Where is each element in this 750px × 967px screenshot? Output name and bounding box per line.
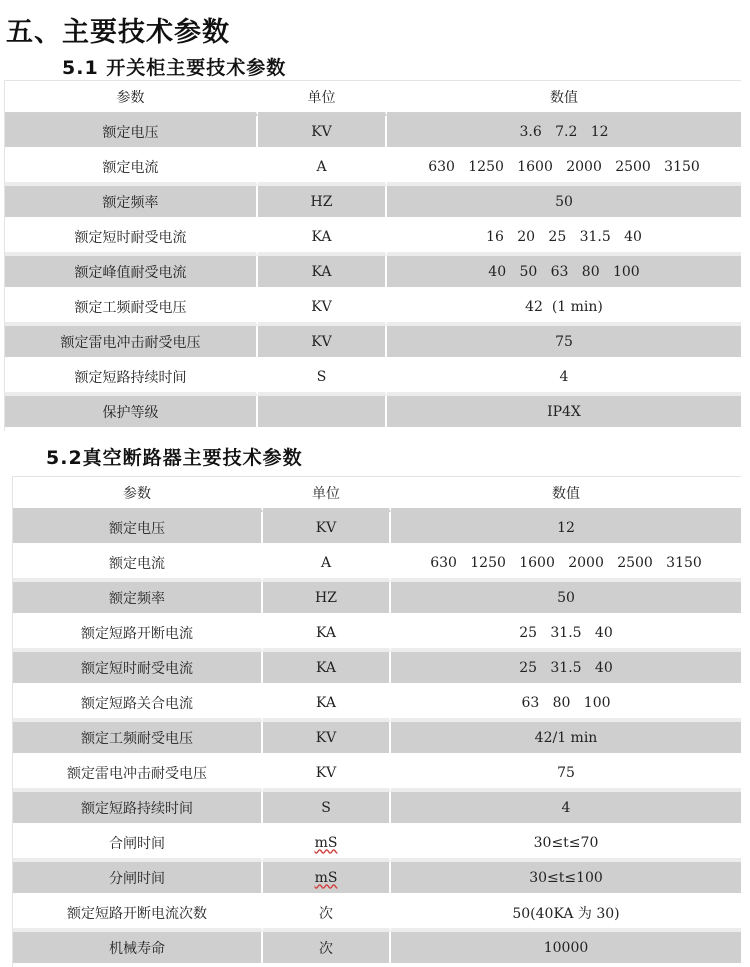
- param-name: 额定短时耐受电流: [13, 652, 263, 687]
- param-value: 16 20 25 31.5 40: [387, 221, 741, 256]
- param-value: 42/1 min: [391, 722, 741, 757]
- table-row: [5, 151, 741, 186]
- param-value: 25 31.5 40: [391, 617, 741, 652]
- param-unit: KV: [263, 722, 391, 757]
- param-name: 额定工频耐受电压: [13, 722, 263, 757]
- table-row: [5, 361, 741, 396]
- param-unit: [263, 827, 391, 862]
- param-name: 额定工频耐受电压: [5, 291, 258, 326]
- table-row: [13, 827, 741, 862]
- param-value: 25 31.5 40: [391, 652, 741, 687]
- section-title-vacuum-breaker: 5.2真空断路器主要技术参数: [46, 447, 303, 469]
- table-row: [13, 582, 741, 617]
- param-name: 机械寿命: [13, 932, 263, 967]
- table-row: [13, 757, 741, 792]
- param-unit: S: [263, 792, 391, 827]
- param-value: 30≤t≤70: [391, 827, 741, 862]
- param-unit: [258, 396, 387, 431]
- switchgear-params-table: [4, 80, 741, 431]
- param-value: 630 1250 1600 2000 2500 3150: [387, 151, 741, 186]
- param-value: 50(40KA 为 30): [391, 897, 741, 932]
- param-value: 12: [391, 512, 741, 547]
- param-name: 额定短路开断电流次数: [13, 897, 263, 932]
- table-row: [13, 512, 741, 547]
- page-heading: 五、主要技术参数: [6, 17, 230, 48]
- table-row: [13, 932, 741, 967]
- param-unit: S: [258, 361, 387, 396]
- param-unit: 次: [263, 897, 391, 932]
- param-unit: [263, 862, 391, 897]
- param-name: 额定频率: [5, 186, 258, 221]
- column-header-value: 数值: [387, 81, 741, 116]
- param-value: 40 50 63 80 100: [387, 256, 741, 291]
- param-value: 4: [391, 792, 741, 827]
- param-value: 30≤t≤100: [391, 862, 741, 897]
- param-unit: KV: [258, 116, 387, 151]
- table-row: [13, 792, 741, 827]
- param-name: 分闸时间: [13, 862, 263, 897]
- param-unit: HZ: [258, 186, 387, 221]
- param-name: 额定短路持续时间: [5, 361, 258, 396]
- param-unit: KA: [263, 617, 391, 652]
- table-row: [5, 326, 741, 361]
- param-unit: KV: [258, 291, 387, 326]
- param-name: 额定电压: [13, 512, 263, 547]
- unit-spellcheck-mark: mS: [314, 869, 338, 886]
- table-row: [5, 221, 741, 256]
- param-unit: A: [263, 547, 391, 582]
- param-name: 合闸时间: [13, 827, 263, 862]
- table-row: [5, 116, 741, 151]
- table-row: [5, 291, 741, 326]
- table-header-row: [5, 81, 741, 116]
- param-name: 额定电流: [5, 151, 258, 186]
- param-value: 4: [387, 361, 741, 396]
- param-value: 75: [391, 757, 741, 792]
- param-unit: KV: [263, 512, 391, 547]
- column-header-unit: 单位: [263, 477, 391, 512]
- param-value: 3.6 7.2 12: [387, 116, 741, 151]
- param-unit: A: [258, 151, 387, 186]
- param-unit: KA: [258, 221, 387, 256]
- param-name: 额定短路持续时间: [13, 792, 263, 827]
- param-unit: KV: [263, 757, 391, 792]
- param-name: 额定电流: [13, 547, 263, 582]
- param-name: 额定峰值耐受电流: [5, 256, 258, 291]
- param-value: 10000: [391, 932, 741, 967]
- param-unit: KA: [263, 687, 391, 722]
- switchgear-params-body: [5, 81, 741, 431]
- param-name: 额定电压: [5, 116, 258, 151]
- table-row: [13, 897, 741, 932]
- unit-spellcheck-mark: mS: [314, 834, 338, 851]
- param-name: 额定频率: [13, 582, 263, 617]
- table-row: [5, 186, 741, 221]
- table-row: [13, 687, 741, 722]
- table-row: [13, 547, 741, 582]
- section-title-switchgear: 5.1 开关柜主要技术参数: [62, 57, 287, 79]
- param-value: 50: [391, 582, 741, 617]
- param-unit: KA: [263, 652, 391, 687]
- param-unit: HZ: [263, 582, 391, 617]
- vacuum-breaker-params-table: [12, 476, 741, 967]
- param-value: 630 1250 1600 2000 2500 3150: [391, 547, 741, 582]
- param-value: 63 80 100: [391, 687, 741, 722]
- column-header-name: 参数: [13, 477, 263, 512]
- param-value: 75: [387, 326, 741, 361]
- param-unit: KV: [258, 326, 387, 361]
- param-name: 额定短路开断电流: [13, 617, 263, 652]
- table-row: [13, 652, 741, 687]
- param-value: 50: [387, 186, 741, 221]
- table-row: [5, 256, 741, 291]
- table-header-row: [13, 477, 741, 512]
- table-row: [13, 722, 741, 757]
- table-row: [13, 862, 741, 897]
- vacuum-breaker-params-body: [13, 477, 741, 967]
- param-name: 额定短路关合电流: [13, 687, 263, 722]
- column-header-name: 参数: [5, 81, 258, 116]
- column-header-value: 数值: [391, 477, 741, 512]
- param-name: 额定雷电冲击耐受电压: [13, 757, 263, 792]
- param-name: 额定雷电冲击耐受电压: [5, 326, 258, 361]
- column-header-unit: 单位: [258, 81, 387, 116]
- param-name: 保护等级: [5, 396, 258, 431]
- table-row: [5, 396, 741, 431]
- table-row: [13, 617, 741, 652]
- param-unit: KA: [258, 256, 387, 291]
- param-unit: 次: [263, 932, 391, 967]
- param-value: 42 (1 min): [387, 291, 741, 326]
- param-name: 额定短时耐受电流: [5, 221, 258, 256]
- param-value: IP4X: [387, 396, 741, 431]
